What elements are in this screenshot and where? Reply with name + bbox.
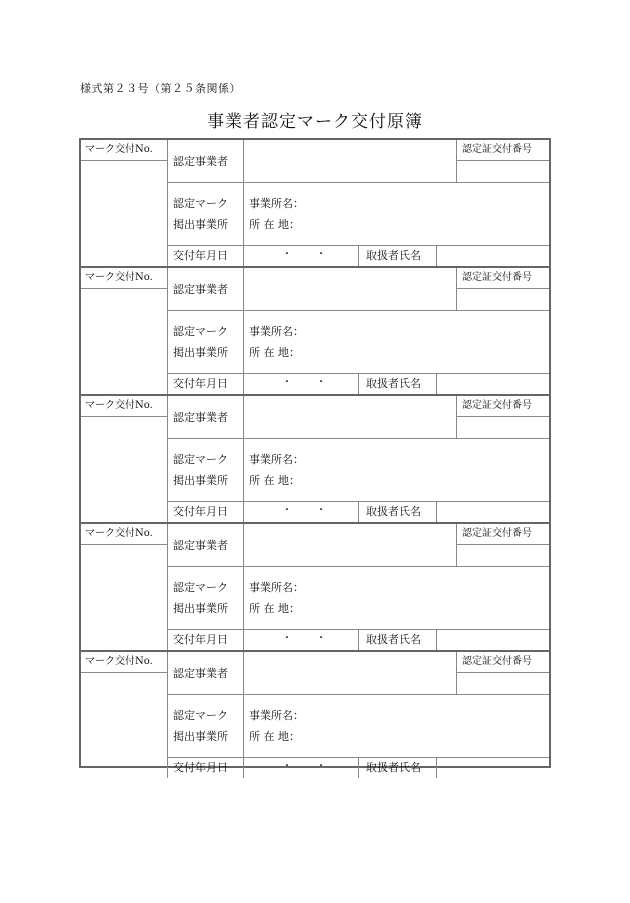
column-divider bbox=[358, 373, 359, 394]
handler-name-label: 取扱者氏名 bbox=[366, 633, 421, 646]
office-name-label: 事業所名： bbox=[249, 453, 304, 466]
mark-no-label: マーク交付No. bbox=[85, 400, 153, 411]
row-divider bbox=[167, 501, 549, 502]
column-divider bbox=[167, 396, 168, 522]
date-separator: ・ bbox=[282, 633, 292, 644]
location-label: 所 在 地： bbox=[249, 602, 300, 615]
date-separator: ・ bbox=[282, 505, 292, 516]
location-label: 所 在 地： bbox=[249, 730, 300, 743]
date-separator: ・ bbox=[316, 249, 326, 260]
row-divider bbox=[167, 438, 549, 439]
mark-label-line1: 認定マーク bbox=[173, 709, 228, 722]
mark-label-line1: 認定マーク bbox=[173, 325, 228, 338]
row-divider bbox=[81, 416, 167, 417]
column-divider bbox=[243, 396, 244, 522]
register-entry bbox=[81, 522, 549, 650]
date-separator: ・ bbox=[316, 377, 326, 388]
location-label: 所 在 地： bbox=[249, 474, 300, 487]
row-divider bbox=[81, 288, 167, 289]
mark-label-line1: 認定マーク bbox=[173, 581, 228, 594]
mark-label-line1: 認定マーク bbox=[173, 197, 228, 210]
issue-date-label: 交付年月日 bbox=[173, 249, 228, 262]
handler-name-label: 取扱者氏名 bbox=[366, 249, 421, 262]
column-divider bbox=[167, 524, 168, 650]
date-separator: ・ bbox=[316, 761, 326, 772]
row-divider bbox=[456, 288, 549, 289]
column-divider bbox=[436, 757, 437, 778]
column-divider bbox=[456, 396, 457, 438]
issue-date-label: 交付年月日 bbox=[173, 377, 228, 390]
mark-no-label: マーク交付No. bbox=[85, 144, 153, 155]
certified-business-label: 認定事業者 bbox=[173, 411, 228, 424]
row-divider bbox=[167, 629, 549, 630]
office-name-label: 事業所名： bbox=[249, 581, 304, 594]
row-divider bbox=[167, 373, 549, 374]
register-entry bbox=[81, 140, 549, 266]
column-divider bbox=[436, 501, 437, 522]
column-divider bbox=[456, 268, 457, 310]
row-divider bbox=[167, 182, 549, 183]
cert-issue-no-label: 認定証交付番号 bbox=[462, 144, 532, 155]
mark-label-line1: 認定マーク bbox=[173, 453, 228, 466]
cert-issue-no-label: 認定証交付番号 bbox=[462, 400, 532, 411]
handler-name-label: 取扱者氏名 bbox=[366, 377, 421, 390]
issue-date-label: 交付年月日 bbox=[173, 633, 228, 646]
date-separator: ・ bbox=[282, 761, 292, 772]
register-entry bbox=[81, 650, 549, 778]
register-table bbox=[79, 138, 551, 774]
issue-date-label: 交付年月日 bbox=[173, 761, 228, 774]
column-divider bbox=[243, 524, 244, 650]
date-separator: ・ bbox=[282, 249, 292, 260]
row-divider bbox=[81, 160, 167, 161]
certified-business-label: 認定事業者 bbox=[173, 667, 228, 680]
certified-business-label: 認定事業者 bbox=[173, 539, 228, 552]
mark-label-line2: 掲出事業所 bbox=[173, 602, 228, 615]
row-divider bbox=[456, 416, 549, 417]
column-divider bbox=[243, 140, 244, 266]
row-divider bbox=[81, 544, 167, 545]
certified-business-label: 認定事業者 bbox=[173, 155, 228, 168]
row-divider bbox=[456, 672, 549, 673]
row-divider bbox=[81, 672, 167, 673]
column-divider bbox=[167, 652, 168, 778]
column-divider bbox=[436, 245, 437, 266]
handler-name-label: 取扱者氏名 bbox=[366, 761, 421, 774]
row-divider bbox=[167, 694, 549, 695]
column-divider bbox=[243, 268, 244, 394]
date-separator: ・ bbox=[316, 505, 326, 516]
office-name-label: 事業所名： bbox=[249, 709, 304, 722]
column-divider bbox=[436, 373, 437, 394]
mark-no-label: マーク交付No. bbox=[85, 528, 153, 539]
handler-name-label: 取扱者氏名 bbox=[366, 505, 421, 518]
document-title: 事業者認定マーク交付原簿 bbox=[207, 112, 423, 132]
mark-label-line2: 掲出事業所 bbox=[173, 218, 228, 231]
cert-issue-no-label: 認定証交付番号 bbox=[462, 656, 532, 667]
column-divider bbox=[167, 140, 168, 266]
column-divider bbox=[456, 140, 457, 182]
mark-label-line2: 掲出事業所 bbox=[173, 474, 228, 487]
register-entry bbox=[81, 266, 549, 394]
column-divider bbox=[436, 629, 437, 650]
column-divider bbox=[358, 501, 359, 522]
mark-no-label: マーク交付No. bbox=[85, 272, 153, 283]
column-divider bbox=[456, 652, 457, 694]
form-number: 様式第２３号（第２５条関係） bbox=[80, 82, 241, 95]
row-divider bbox=[167, 245, 549, 246]
column-divider bbox=[456, 524, 457, 566]
mark-label-line2: 掲出事業所 bbox=[173, 730, 228, 743]
date-separator: ・ bbox=[316, 633, 326, 644]
office-name-label: 事業所名： bbox=[249, 325, 304, 338]
column-divider bbox=[358, 629, 359, 650]
register-entry bbox=[81, 394, 549, 522]
row-divider bbox=[167, 566, 549, 567]
mark-no-label: マーク交付No. bbox=[85, 656, 153, 667]
column-divider bbox=[358, 245, 359, 266]
certified-business-label: 認定事業者 bbox=[173, 283, 228, 296]
cert-issue-no-label: 認定証交付番号 bbox=[462, 272, 532, 283]
column-divider bbox=[358, 757, 359, 778]
column-divider bbox=[243, 652, 244, 778]
column-divider bbox=[167, 268, 168, 394]
issue-date-label: 交付年月日 bbox=[173, 505, 228, 518]
row-divider bbox=[456, 544, 549, 545]
office-name-label: 事業所名： bbox=[249, 197, 304, 210]
row-divider bbox=[167, 757, 549, 758]
cert-issue-no-label: 認定証交付番号 bbox=[462, 528, 532, 539]
row-divider bbox=[167, 310, 549, 311]
date-separator: ・ bbox=[282, 377, 292, 388]
location-label: 所 在 地： bbox=[249, 218, 300, 231]
location-label: 所 在 地： bbox=[249, 346, 300, 359]
row-divider bbox=[456, 160, 549, 161]
mark-label-line2: 掲出事業所 bbox=[173, 346, 228, 359]
